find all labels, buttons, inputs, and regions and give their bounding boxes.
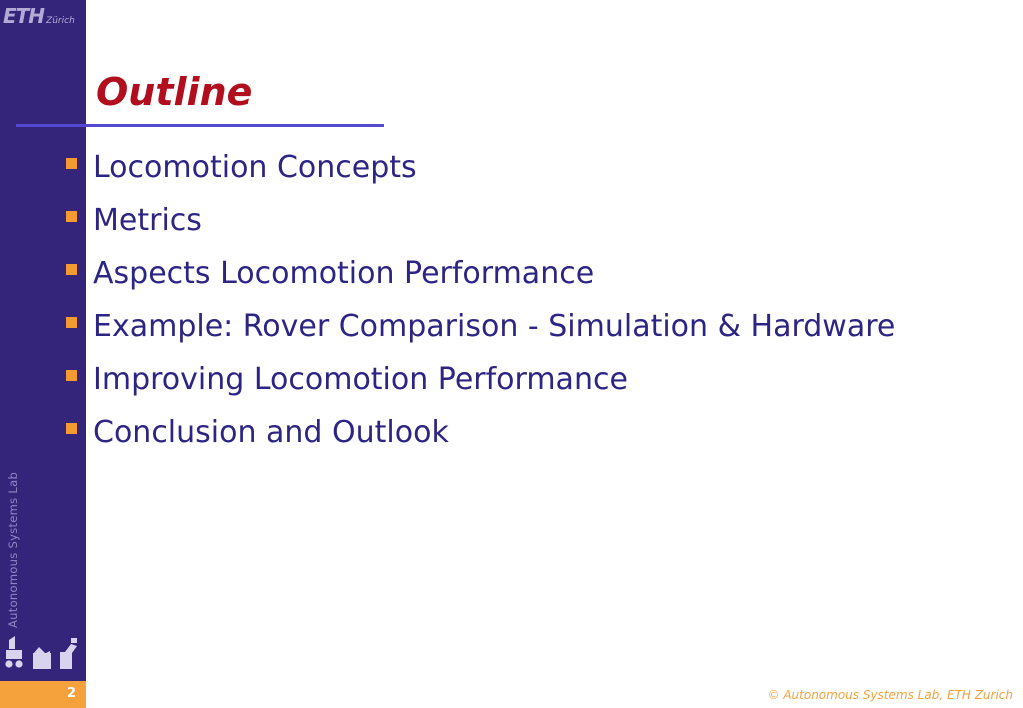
- page-number-box: [0, 681, 86, 708]
- slide-title: Outline: [96, 70, 253, 114]
- lab-arm-icon: [60, 638, 77, 669]
- bullet-square-icon: [66, 158, 77, 169]
- lab-vehicle-icon: [33, 647, 51, 669]
- bullet-text: Conclusion and Outlook: [93, 415, 449, 450]
- sidebar-lab-label: Autonomous Systems Lab: [6, 471, 20, 628]
- title-underline: [16, 124, 384, 127]
- sidebar: [0, 0, 86, 681]
- bullet-text: Improving Locomotion Performance: [93, 362, 628, 397]
- bullet-square-icon: [66, 264, 77, 275]
- logo-sub-text: Zürich: [46, 16, 75, 26]
- bullet-square-icon: [66, 211, 77, 222]
- bullet-text: Locomotion Concepts: [93, 150, 417, 185]
- bullet-square-icon: [66, 370, 77, 381]
- eth-logo: [3, 4, 86, 30]
- bullet-text: Example: Rover Comparison - Simulation & Hardware: [93, 309, 896, 344]
- lab-robot-icon: [5, 636, 22, 668]
- footer-copyright: © Autonomous Systems Lab, ETH Zurich: [767, 688, 1013, 702]
- bullet-text: Aspects Locomotion Performance: [93, 256, 595, 291]
- lab-icons: [5, 635, 81, 671]
- page-number: 2: [66, 686, 76, 701]
- bullet-text: Metrics: [93, 203, 202, 238]
- bullet-square-icon: [66, 317, 77, 328]
- logo-main-text: ETH: [3, 4, 45, 28]
- bullet-square-icon: [66, 423, 77, 434]
